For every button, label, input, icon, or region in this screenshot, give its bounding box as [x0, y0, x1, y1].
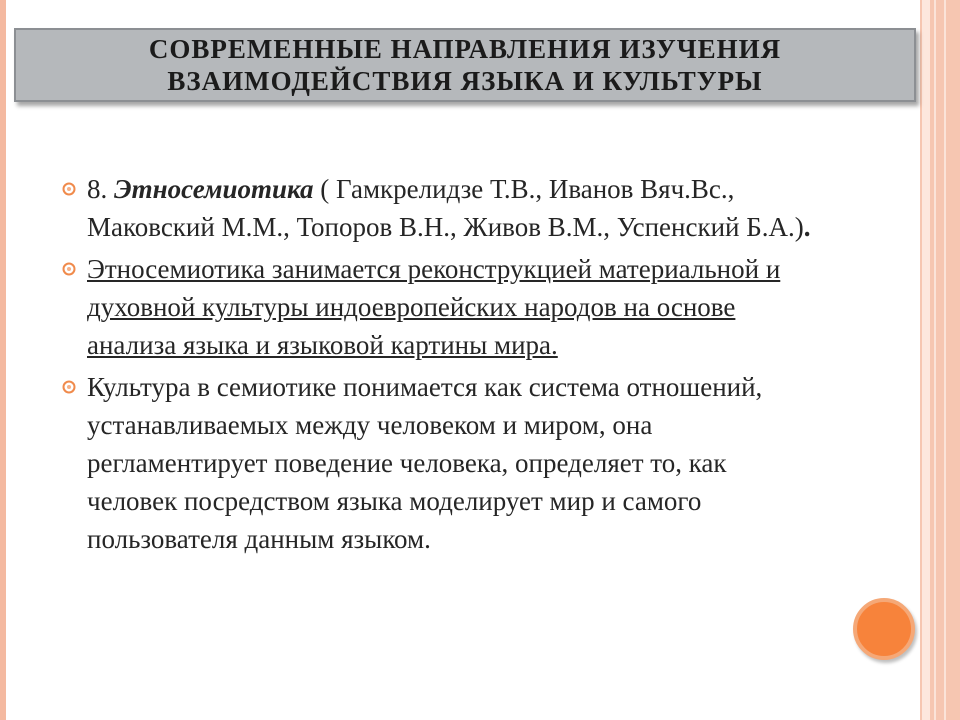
orange-ring-bullet-icon — [62, 262, 76, 276]
bullet-list — [60, 170, 820, 558]
orange-ring-bullet-icon — [62, 380, 76, 394]
right-border-inner-band — [922, 0, 930, 720]
left-border-strip — [0, 0, 6, 720]
bullet-item — [60, 368, 820, 558]
title-banner — [14, 28, 916, 102]
bullet-text: 8. — [87, 174, 114, 204]
title-line-2: ВЗАИМОДЕЙСТВИЯ ЯЗЫКА И КУЛЬТУРЫ — [167, 66, 763, 96]
bullet-text: ( Гамкрелидзе Т.В., Иванов Вяч.Вс., Маковский М.М., Топоров В.Н., Живов В.М., Успенский Б.А.) — [87, 174, 804, 242]
title-line-1: СОВРЕМЕННЫЕ НАПРАВЛЕНИЯ ИЗУЧЕНИЯ — [148, 34, 782, 64]
term-ethnosemiotics: Этносемиотика — [114, 174, 314, 204]
bullet-text: Культура в семиотике понимается как система отношений, устанавливаемых между человеком и миром, она регламентирует поведение человека, определяет то, как человек посредством языка моделирует мир и самого пользователя данным языком. — [87, 372, 763, 554]
orange-ring-bullet-icon — [62, 182, 76, 196]
decorative-orange-circle — [853, 598, 915, 660]
right-border-line — [934, 0, 936, 720]
bullet-item — [60, 170, 820, 246]
bullet-text-underlined: Этносемиотика занимается реконструкцией материальной и духовной культуры индоевропейских народов на основе анализа языка и языковой картины мира. — [87, 254, 781, 360]
bullet-text: . — [803, 212, 811, 242]
right-border-line — [944, 0, 946, 720]
bullet-item — [60, 250, 820, 364]
